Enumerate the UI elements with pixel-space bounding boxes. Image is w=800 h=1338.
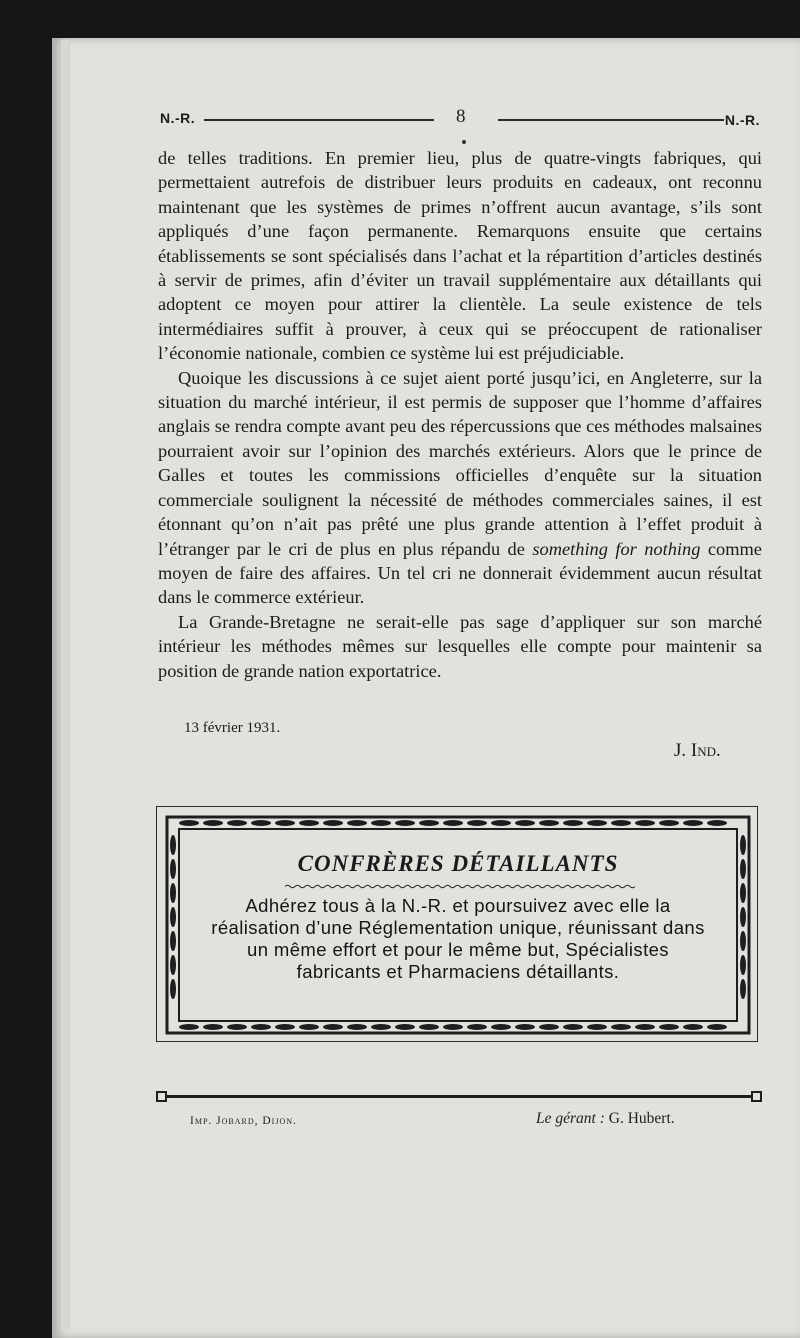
chain-link (659, 820, 679, 826)
chain-link (740, 979, 746, 999)
chain-link (611, 1024, 631, 1030)
signature-initial: J. (674, 740, 687, 761)
paragraph-1: de telles traditions. En premier lieu, plus de quatre-vingts fabriques, qui permettaient autrefois de distribuer leurs produits en cadeaux, ont reconnu maintenant que les systèmes de primes n’offrent aucun avantage, s’ils sont appliqués d’une façon permanente. Remarquons ensuite que certains établissements se sont spécialisés dans l’achat et la répartition d’articles destinés à servir de primes, afin d’éviter un travail supplémentaire aux détaillants qui adoptent ce moyen pour attirer la clientèle. La seule existence de tels intermédiaires suffit à prouver, à ceux qui se préoccupent de rationaliser l’économie nationale, combien ce système lui est préjudiciable. (158, 148, 762, 364)
chain-link (419, 1024, 439, 1030)
manager-label: Le gérant : (536, 1110, 605, 1127)
chain-link (707, 1024, 727, 1030)
chain-link (170, 883, 176, 903)
paragraph-3: La Grande-Bretagne ne serait-elle pas sage d’appliquer sur son marché intérieur les méthodes mêmes sur lesquelles elle compte pour maintenir sa position de grande nation exportatrice. (158, 611, 762, 681)
chain-link (635, 1024, 655, 1030)
article-date: 13 février 1931. (184, 720, 281, 736)
chain-link (635, 820, 655, 826)
chain-link (563, 1024, 583, 1030)
signature-name: Ind. (690, 740, 721, 761)
chain-link (740, 931, 746, 951)
chain-link (467, 820, 487, 826)
advertisement-box (156, 806, 758, 1042)
header-rule-left (204, 119, 434, 121)
chain-link (683, 820, 703, 826)
chain-link (491, 820, 511, 826)
chain-link (443, 1024, 463, 1030)
title-wavy-underline (285, 884, 635, 889)
chain-link (203, 820, 223, 826)
chain-link (371, 820, 391, 826)
chain-link (275, 1024, 295, 1030)
chain-link (227, 820, 247, 826)
chain-link (203, 1024, 223, 1030)
chain-link (515, 820, 535, 826)
chain-link (683, 1024, 703, 1030)
chain-link (539, 1024, 559, 1030)
chain-link (611, 820, 631, 826)
chain-link (179, 1024, 199, 1030)
header-rule-right (498, 119, 724, 121)
chain-link (323, 820, 343, 826)
paragraph-2-italic-phrase: something for nothing (532, 538, 701, 559)
chain-link (170, 907, 176, 927)
chain-link (515, 1024, 535, 1030)
chain-link (170, 955, 176, 975)
article-signature (674, 740, 721, 762)
chain-link (443, 820, 463, 826)
chain-link (419, 820, 439, 826)
chain-link (251, 820, 271, 826)
chain-link (395, 820, 415, 826)
chain-link (740, 907, 746, 927)
page-edge (60, 40, 70, 1330)
manager-name: G. Hubert. (608, 1110, 675, 1127)
manager-credit (536, 1110, 675, 1128)
paragraph-2-text: Quoique les discussions à ce sujet aient porté jusqu’ici, en Angleterre, sur la situation du marché intérieur, il est permis de supposer que l’homme d’affaires anglais se rendra compte avant peu des répercussions que ces méthodes malsaines pourraient avoir sur l’opinion des marchés extérieurs. Alors que le prince de Galles et toutes les commissions officielles d’enquête sur la situation commerciale soulignent la nécessité de méthodes commerciales saines, il est étonnant qu’on n’ait pas prêté une plus grande attention à l’effet produit à l’étranger par le cri de plus en plus répandu de (158, 367, 762, 559)
chain-link (740, 883, 746, 903)
chain-link (275, 820, 295, 826)
printer-credit: Imp. Jobard, Dijon. (190, 1115, 297, 1127)
header-dot (462, 140, 466, 144)
chain-link (170, 931, 176, 951)
chain-link (587, 820, 607, 826)
header-right-label: N.-R. (724, 112, 760, 128)
chain-link (587, 1024, 607, 1030)
chain-link (467, 1024, 487, 1030)
chain-link (539, 820, 559, 826)
paragraph-2-ending: comme moyen de faire des affaires. Un tel cri ne donnerait évidemment aucun résultat dans le commerce extérieur. (158, 538, 762, 608)
chain-link (227, 1024, 247, 1030)
chain-link (179, 820, 199, 826)
article-body (158, 146, 762, 683)
chain-link (347, 820, 367, 826)
chain-link (251, 1024, 271, 1030)
page-header (160, 108, 760, 132)
chain-link (323, 1024, 343, 1030)
chain-link (347, 1024, 367, 1030)
footer-rule (156, 1090, 762, 1104)
chain-link (299, 1024, 319, 1030)
chain-link (659, 1024, 679, 1030)
chain-link (491, 1024, 511, 1030)
advertisement-title: CONFRÈRES DÉTAILLANTS (297, 851, 619, 876)
chain-link (170, 979, 176, 999)
chain-link (371, 1024, 391, 1030)
chain-link (563, 820, 583, 826)
chain-top (179, 820, 727, 826)
chain-link (299, 820, 319, 826)
chain-bottom (179, 1024, 727, 1030)
page-number: 8 (456, 106, 466, 127)
chain-link (395, 1024, 415, 1030)
chain-link (740, 955, 746, 975)
advertisement-text: Adhérez tous à la N.-R. et poursuivez avec elle la réalisation d’une Réglementation unique, réunissant dans un même effort et pour le même but, Spécialistes fabricants et Pharmaciens détaillants. (211, 895, 705, 982)
header-left-label: N.-R. (160, 110, 196, 126)
paragraph-2 (158, 366, 762, 610)
chain-link (707, 820, 727, 826)
